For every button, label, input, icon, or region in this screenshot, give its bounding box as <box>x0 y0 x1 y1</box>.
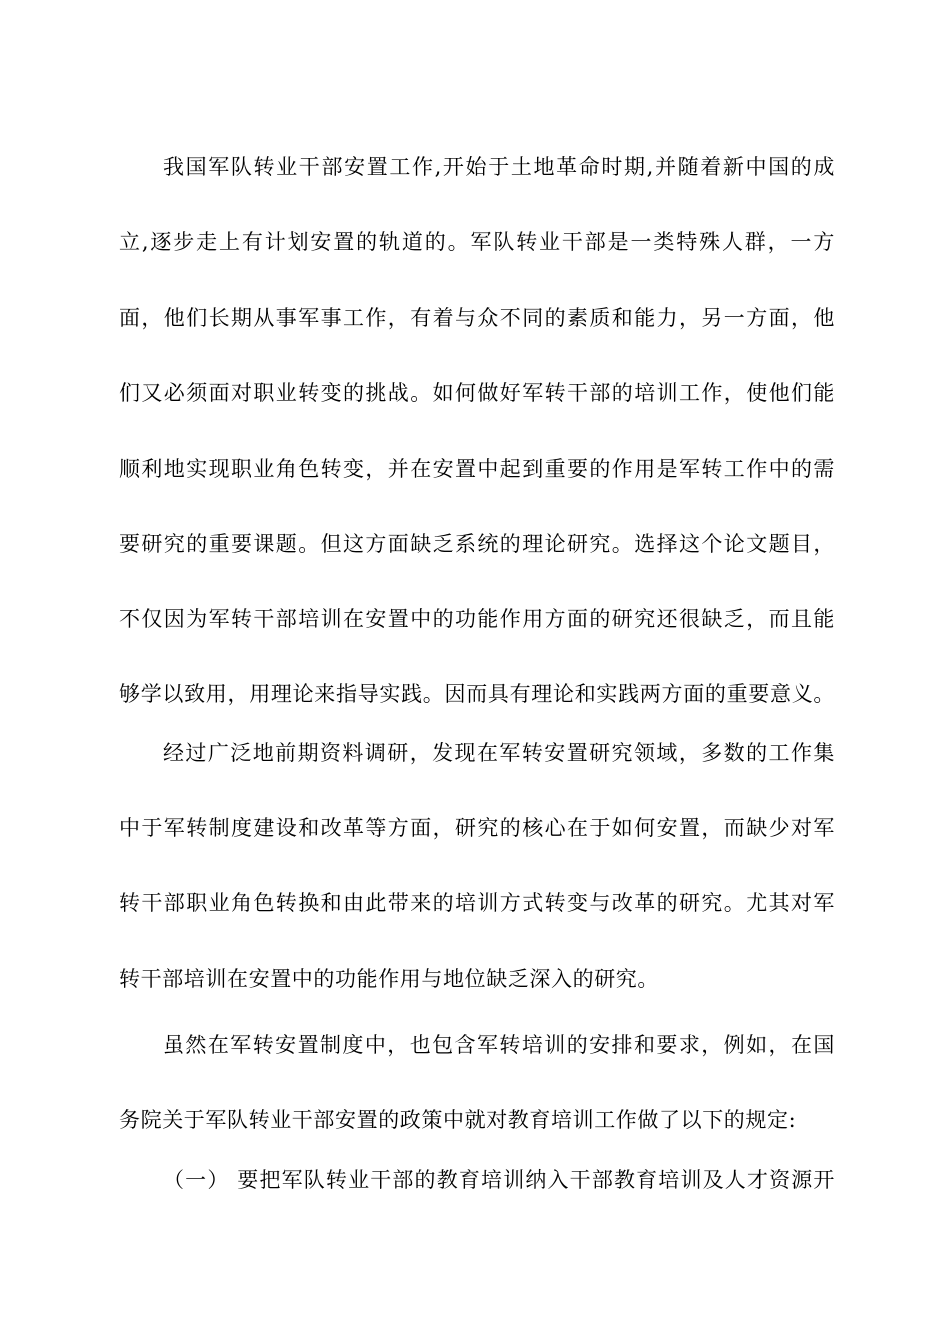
paragraph-1-line-8: 够学以致用，用理论来指导实践。因而具有理论和实践两方面的重要意义。 <box>119 682 835 706</box>
paragraph-1-line-2: 立,逐步走上有计划安置的轨道的。军队转业干部是一类特殊人群，一方 <box>119 230 835 254</box>
paragraph-1-line-5: 顺利地实现职业角色转变，并在安置中起到重要的作用是军转工作中的需 <box>119 457 835 481</box>
paragraph-1-line-6: 要研究的重要课题。但这方面缺乏系统的理论研究。选择这个论文题目， <box>119 532 835 556</box>
paragraph-2-line-3: 转干部职业角色转换和由此带来的培训方式转变与改革的研究。尤其对军 <box>119 891 835 915</box>
paragraph-2-line-4: 转干部培训在安置中的功能作用与地位缺乏深入的研究。 <box>119 967 659 991</box>
paragraph-3-line-2: 务院关于军队转业干部安置的政策中就对教育培训工作做了以下的规定: <box>119 1108 797 1132</box>
list-item-1-line-1: （一） 要把军队转业干部的教育培训纳入干部教育培训及人才资源开 <box>163 1168 835 1192</box>
paragraph-2-line-2: 中于军转制度建设和改革等方面，研究的核心在于如何安置，而缺少对军 <box>119 816 835 840</box>
paragraph-1-line-7: 不仅因为军转干部培训在安置中的功能作用方面的研究还很缺乏，而且能 <box>119 607 835 631</box>
paragraph-1-line-4: 们又必须面对职业转变的挑战。如何做好军转干部的培训工作，使他们能 <box>119 381 835 405</box>
paragraph-3-line-1: 虽然在军转安置制度中，也包含军转培训的安排和要求，例如，在国 <box>163 1033 835 1057</box>
paragraph-1-line-1: 我国军队转业干部安置工作,开始于土地革命时期,并随着新中国的成 <box>163 155 835 179</box>
paragraph-1-line-3: 面，他们长期从事军事工作，有着与众不同的素质和能力，另一方面，他 <box>119 306 835 330</box>
paragraph-2-line-1: 经过广泛地前期资料调研，发现在军转安置研究领域，多数的工作集 <box>163 741 835 765</box>
